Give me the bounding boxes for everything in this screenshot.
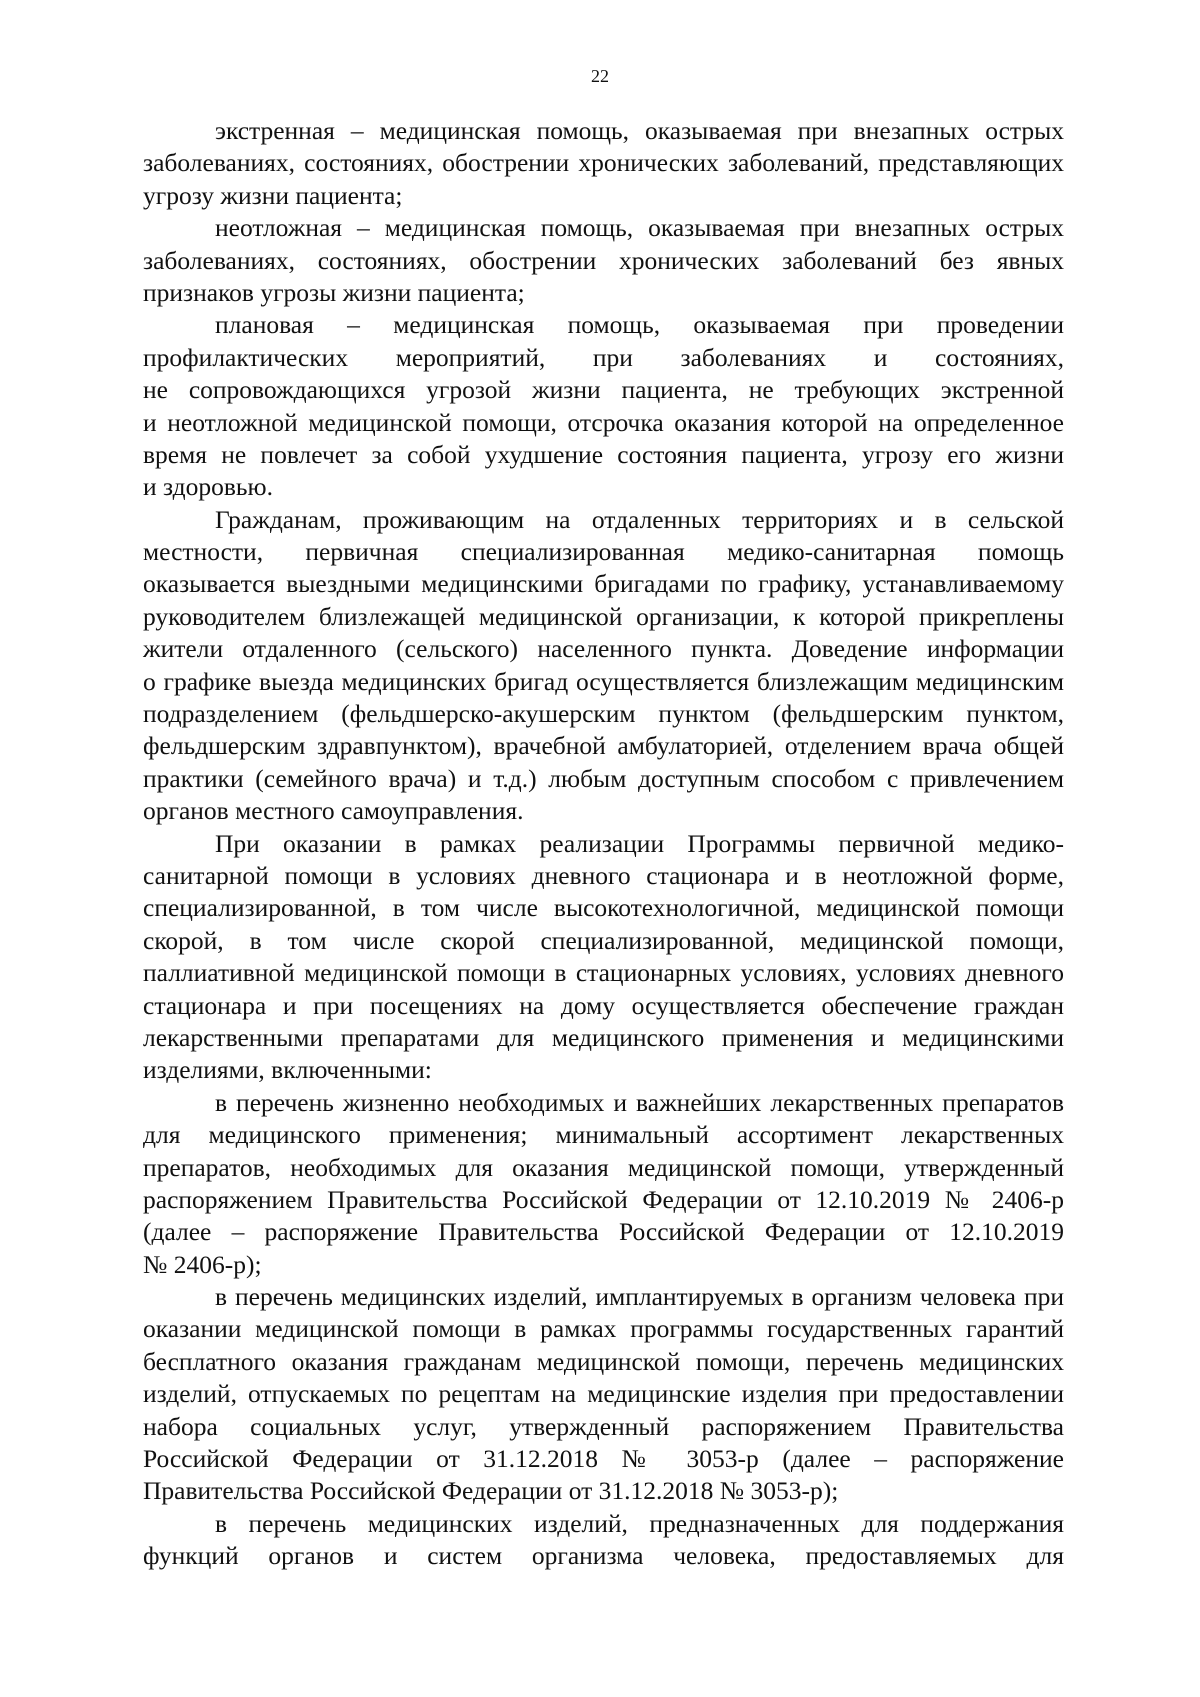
text-line: бесплатного оказания гражданам медицинской помощи, перечень медицинских: [143, 1346, 1064, 1376]
text-line: угрозу жизни пациента;: [143, 180, 403, 210]
text-line: плановая – медицинская помощь, оказываемая при проведении: [215, 310, 1064, 340]
text-line: профилактических мероприятий, при заболеваниях и состояниях,: [143, 342, 1064, 372]
text-line: заболеваниях, состояниях, обострении хронических заболеваний без явных: [143, 245, 1064, 275]
text-line: лекарственными препаратами для медицинского применения и медицинскими: [143, 1022, 1064, 1052]
text-line: функций органов и систем организма человека, предоставляемых для: [143, 1541, 1064, 1571]
text-line: неотложная – медицинская помощь, оказываемая при внезапных острых: [215, 213, 1064, 243]
text-line: для медицинского применения; минимальный ассортимент лекарственных: [143, 1120, 1064, 1150]
text-line: в перечень медицинских изделий, имплантируемых в организм человека при: [215, 1282, 1064, 1312]
page-number: 22: [591, 66, 609, 86]
text-line: При оказании в рамках реализации Программы первичной медико-: [215, 828, 1064, 858]
text-line: препаратов, необходимых для оказания медицинской помощи, утвержденный: [143, 1152, 1064, 1182]
text-line: признаков угрозы жизни пациента;: [143, 277, 525, 307]
text-line: не сопровождающихся угрозой жизни пациента, не требующих экстренной: [143, 375, 1064, 405]
text-line: время не повлечет за собой ухудшение состояния пациента, угрозу его жизни: [143, 439, 1064, 469]
text-line: подразделением (фельдшерско-акушерским пунктом (фельдшерским пунктом,: [143, 699, 1064, 729]
text-line: органов местного самоуправления.: [143, 796, 524, 826]
text-line: фельдшерским здравпунктом), врачебной амбулаторией, отделением врача общей: [143, 731, 1064, 761]
text-line: заболеваниях, состояниях, обострении хронических заболеваний, представляющих: [143, 148, 1064, 178]
text-line: Гражданам, проживающим на отдаленных территориях и в сельской: [215, 504, 1064, 534]
text-line: Правительства Российской Федерации от 31.12.2018 № 3053-р);: [143, 1476, 839, 1506]
text-line: стационара и при посещениях на дому осуществляется обеспечение граждан: [143, 990, 1064, 1020]
text-line: и неотложной медицинской помощи, отсрочка оказания которой на определенное: [143, 407, 1064, 437]
text-line: и здоровью.: [143, 472, 273, 502]
text-line: в перечень жизненно необходимых и важнейших лекарственных препаратов: [215, 1087, 1064, 1117]
text-line: № 2406-р);: [143, 1249, 262, 1279]
text-line: специализированной, в том числе высокотехнологичной, медицинской помощи: [143, 893, 1064, 923]
text-line: изделиями, включенными:: [143, 1055, 432, 1085]
text-line: о графике выезда медицинских бригад осуществляется близлежащим медицинским: [143, 666, 1064, 696]
text-line: набора социальных услуг, утвержденный распоряжением Правительства: [143, 1411, 1064, 1441]
text-line: жители отдаленного (сельского) населенного пункта. Доведение информации: [143, 634, 1064, 664]
text-line: оказании медицинской помощи в рамках программы государственных гарантий: [143, 1314, 1064, 1344]
text-line: руководителем близлежащей медицинской организации, к которой прикреплены: [143, 601, 1064, 631]
text-line: в перечень медицинских изделий, предназначенных для поддержания: [215, 1508, 1064, 1538]
text-line: экстренная – медицинская помощь, оказываемая при внезапных острых: [215, 116, 1064, 145]
text-line: местности, первичная специализированная медико-санитарная помощь: [143, 537, 1064, 567]
body-text: [143, 115, 1064, 1573]
text-line: Российской Федерации от 31.12.2018 № 3053-р (далее – распоряжение: [143, 1444, 1064, 1474]
text-line: (далее – распоряжение Правительства Российской Федерации от 12.10.2019: [143, 1217, 1064, 1247]
text-line: распоряжением Правительства Российской Федерации от 12.10.2019 № 2406-р: [143, 1184, 1064, 1214]
text-line: оказывается выездными медицинскими бригадами по графику, устанавливаемому: [143, 569, 1064, 599]
text-line: скорой, в том числе скорой специализированной, медицинской помощи,: [143, 925, 1064, 955]
text-line: изделий, отпускаемых по рецептам на медицинские изделия при предоставлении: [143, 1379, 1064, 1409]
text-line: практики (семейного врача) и т.д.) любым доступным способом с привлечением: [143, 763, 1064, 793]
text-line: санитарной помощи в условиях дневного стационара и в неотложной форме,: [143, 860, 1064, 890]
text-line: паллиативной медицинской помощи в стационарных условиях, условиях дневного: [143, 958, 1064, 988]
